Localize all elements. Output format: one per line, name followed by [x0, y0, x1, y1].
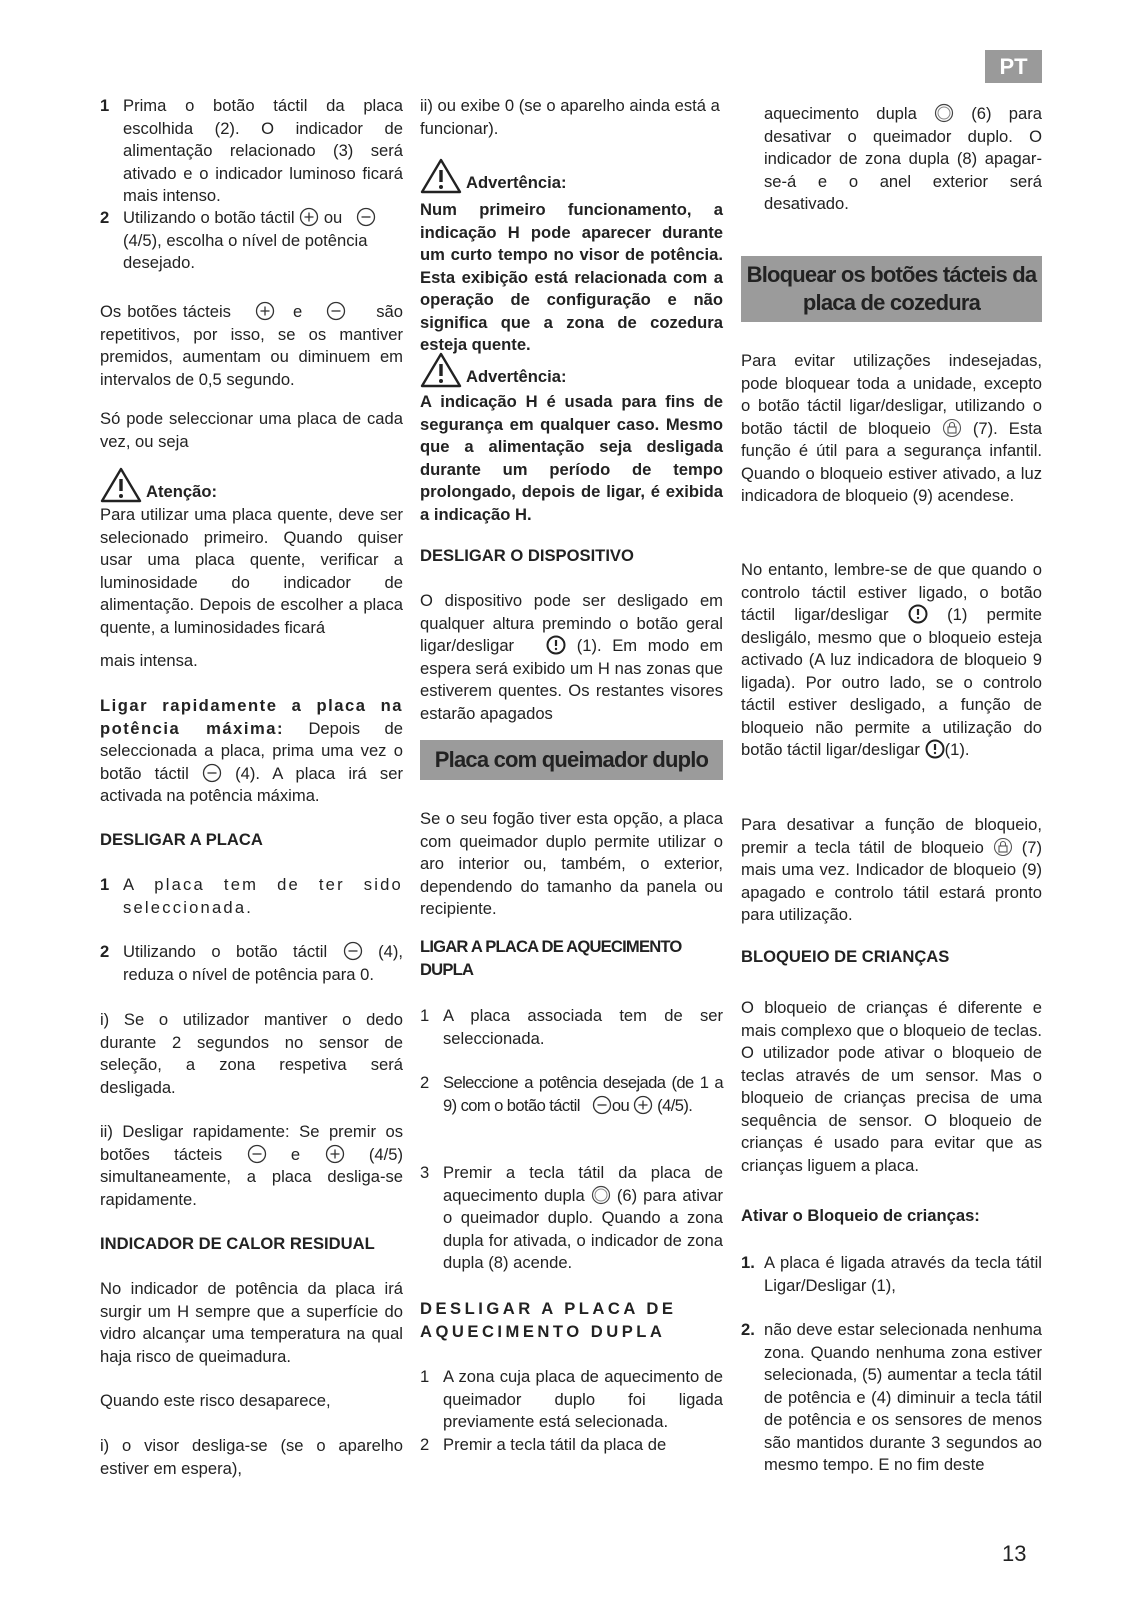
text-part: Depois de seleccionada a placa, prima uma vez o botão táctil — [100, 718, 403, 783]
minus-circle-icon — [247, 1144, 267, 1164]
quick-max-title: Ligar rapidamente a placa na potência máxima: — [100, 696, 403, 738]
minus-circle-icon — [343, 941, 363, 961]
child-lock-text: O bloqueio de crianças é diferente e mais complexo que o bloqueio de teclas. O utilizador pode ativar o bloqueio de teclas através de um sensor. Mas o bloqueio de crianças precisa de uma sequência de sensor. O bloqueio de crianças é usado para evitar que as crianças liguem a placa. — [741, 998, 1042, 1175]
heading-child-lock: BLOQUEIO DE CRIANÇAS — [741, 947, 950, 966]
text-part: (6) para desativar o queimador duplo. O indicador de zona dupla (8) apagar-se-á e o anel exterior será desativado. — [764, 104, 1042, 213]
risk-item-i: i) o visor desliga-se (se o aparelho estiver em espera), — [100, 1436, 403, 1478]
list-item — [100, 874, 403, 919]
lock-icon — [942, 418, 962, 438]
warning-heading — [420, 352, 723, 388]
list-text: Prima o botão táctil da placa escolhida (2). O indicador de alimentação relacionado (3) será ativado e o indicador luminoso ficará mais intenso. — [123, 96, 403, 205]
minus-circle-icon — [326, 301, 346, 321]
dual-off-continuation — [764, 103, 1042, 216]
warning-heading — [420, 158, 723, 194]
list-text: não deve estar selecionada nenhuma zona. Quando nenhuma zona estiver selecionada, (5) aumentar a tecla tátil de potência e (4) diminuir a tecla tátil de potência e os sensores de menos são mantidos durante 3 segundos ao mesmo tempo. E no fim deste — [764, 1320, 1042, 1474]
plus-circle-icon — [633, 1095, 653, 1115]
power-icon — [546, 635, 566, 655]
one-at-a-time-paragraph: Só pode seleccionar uma placa de cada vez, ou seja — [100, 409, 403, 451]
list-text — [123, 207, 403, 275]
list-text-part: ou — [611, 1095, 630, 1115]
heading-activate-child-lock: Ativar o Bloqueio de crianças: — [741, 1206, 980, 1225]
list-text-part: Utilizando o botão táctil — [123, 208, 295, 227]
risk-text: Quando este risco desaparece, — [100, 1391, 331, 1410]
text-part: (7) mais uma vez. Indicador de bloqueio (9) apagado e controlo tátil estará pronto para utilização. — [741, 837, 1042, 924]
plus-circle-icon — [325, 1144, 345, 1164]
list-text-part: (4/5). — [657, 1095, 693, 1115]
list-number: 1 — [100, 96, 110, 115]
heading-device-off: DESLIGAR O DISPOSITIVO — [420, 546, 634, 565]
text-part: ii) Desligar rapidamente: Se premir os botões tácteis — [100, 1122, 403, 1164]
section-heading-lock: Bloquear os botões tácteis da placa de cozedura — [741, 256, 1042, 322]
heading-turn-off-plate: DESLIGAR A PLACA — [100, 830, 263, 849]
list-item — [100, 941, 403, 986]
lock-note-paragraph — [741, 559, 1042, 762]
heading-residual-heat: INDICADOR DE CALOR RESIDUAL — [100, 1234, 375, 1253]
lock-icon — [993, 837, 1013, 857]
text-part: e — [290, 1144, 301, 1164]
lock-paragraph — [741, 350, 1042, 508]
list-item — [420, 1366, 723, 1434]
attention-heading — [100, 467, 403, 503]
list-text-part: (4/5), escolha o nível de potência desejado. — [123, 230, 368, 272]
text-part: (1). Em modo em espera será exibido um H nas zonas que estiverem quentes. Os restantes visores estarão apagados — [420, 636, 723, 723]
list-number: 2. — [741, 1320, 755, 1339]
list-item — [420, 1434, 723, 1457]
text-part: (4/5) simultaneamente, a placa desliga-se rapidamente. — [100, 1144, 403, 1209]
device-off-paragraph — [420, 590, 723, 725]
warning-title: Advertência: — [466, 172, 567, 192]
attention-text: Para utilizar uma placa quente, deve ser selecionado primeiro. Quando quiser usar uma placa quente, verificar a luminosidade do indicador de alimentação. Depois de escolher a placa quente, a luminosidades ficará — [100, 505, 403, 637]
text-part: Os botões tácteis — [100, 302, 231, 321]
attention-title: Atenção: — [146, 481, 217, 501]
text-part: aquecimento dupla — [764, 104, 917, 123]
page-number: 13 — [1002, 1541, 1027, 1566]
list-item — [100, 95, 403, 208]
list-text: A placa tem de ter sido seleccionada. — [123, 875, 403, 917]
list-number: 2 — [420, 1435, 430, 1454]
hold-sensor-paragraph: i) Se o utilizador mantiver o dedo durante 2 segundos no sensor de seleção, a zona respetiva será desligada. — [100, 1010, 403, 1097]
list-text: A zona cuja placa de aquecimento de queimador duplo foi ligada previamente está selecionada. — [443, 1367, 723, 1431]
list-number: 1 — [100, 875, 110, 894]
list-number: 1 — [420, 1006, 430, 1025]
power-icon — [925, 739, 945, 759]
plus-circle-icon — [299, 207, 319, 227]
list-text-part: (6) para ativar o queimador duplo. Quando a zona dupla for ativada, o indicador de zona dupla (8) acende. — [443, 1185, 723, 1272]
text-part: Para evitar utilizações indesejadas, pode bloquear toda a unidade, excepto o botão táctil ligar/desligar, utilizando o botão táctil de bloqueio — [741, 351, 1042, 438]
list-text-part: ou — [323, 208, 343, 227]
text-part: (7). Esta função é útil para a segurança infantil. Quando o bloqueio estiver ativado, a luz indicadora de bloqueio (9) acendese. — [741, 418, 1042, 505]
list-text-part: Premir a tecla tátil da placa de aquecimento dupla — [443, 1163, 723, 1205]
list-item — [420, 1162, 723, 1275]
list-text-part: Seleccione a potência desejada (de 1 a 9) com o botão táctil — [443, 1073, 723, 1115]
minus-circle-icon — [356, 207, 376, 227]
warning-triangle-icon — [100, 467, 142, 503]
dual-zone-icon — [934, 103, 954, 123]
dual-zone-icon — [591, 1185, 611, 1205]
warning-triangle-icon — [420, 158, 462, 194]
text-part: repetitivos, por isso, se os mantiver premidos, aumentam ou diminuem em intervalos de 0,5 segundo. — [100, 324, 403, 389]
power-icon — [908, 604, 928, 624]
list-number: 2 — [420, 1073, 430, 1092]
list-text — [443, 1162, 723, 1275]
text-part: (1) permite desligálo, mesmo que o bloqueio esteja activado (A luz indicadora de bloqueio 9 ligada). Por outro lado, se o controlo táctil estiver desligado, a função de bloqueio não permite a utilização do botão táctil ligar/desligar — [741, 605, 1042, 759]
list-number: 1. — [741, 1253, 755, 1272]
text-part: (4). A placa irá ser activada na potência máxima. — [100, 763, 403, 805]
list-number: 2 — [100, 942, 110, 961]
list-item — [100, 207, 403, 275]
text-part: No entanto, lembre-se de que quando o controlo táctil estiver ligado, o botão táctil ligar/desligar — [741, 560, 1042, 624]
unlock-paragraph — [741, 814, 1042, 927]
list-item — [741, 1319, 1042, 1477]
dual-burner-text: Se o seu fogão tiver esta opção, a placa com queimador duplo permite utilizar o aro interior ou, também, o exterior, dependendo do tamanho da panela ou recipiente. — [420, 809, 723, 918]
attention-tail: mais intensa. — [100, 651, 198, 670]
text-part: Para desativar a função de bloqueio, premir a tecla tátil de bloqueio — [741, 815, 1042, 857]
risk-item-ii: ii) ou exibe 0 (se o aparelho ainda está a funcionar). — [420, 96, 720, 138]
warning-text: A indicação H é usada para fins de segurança em qualquer caso. Mesmo que a alimentação seja desligada durante um período de tempo prolongado, depois de ligar, é exibida a indicação H. — [420, 392, 723, 524]
minus-circle-icon — [202, 763, 222, 783]
list-number: 2 — [100, 208, 110, 227]
warning-triangle-icon — [420, 352, 462, 388]
text-part: são — [376, 302, 403, 321]
section-heading-dual-burner: Placa com queimador duplo — [420, 740, 723, 780]
list-item — [420, 1005, 723, 1050]
heading-dual-on: LIGAR A PLACA DE AQUECIMENTO DUPLA — [420, 937, 682, 979]
list-text — [123, 941, 403, 986]
text-part: e — [292, 302, 303, 321]
plus-circle-icon — [255, 301, 275, 321]
list-item — [420, 1072, 723, 1117]
list-item — [741, 1252, 1042, 1297]
list-number: 3 — [420, 1163, 430, 1182]
list-text: A placa associada tem de ser seleccionada. — [443, 1006, 723, 1048]
list-number: 1 — [420, 1367, 430, 1386]
quick-max-paragraph — [100, 695, 403, 808]
quick-off-paragraph — [100, 1121, 403, 1211]
minus-circle-icon — [592, 1095, 612, 1115]
heading-dual-off: DESLIGAR A PLACA DE AQUECIMENTO DUPLA — [420, 1299, 677, 1341]
list-text: A placa é ligada através da tecla tátil Ligar/Desligar (1), — [764, 1253, 1042, 1295]
list-text-part: (4), reduza o nível de potência para 0. — [123, 942, 403, 984]
language-badge: PT — [985, 50, 1042, 83]
text-part: O dispositivo pode ser desligado em qualquer altura premindo o botão geral ligar/desligar — [420, 591, 723, 655]
residual-heat-text: No indicador de potência da placa irá surgir um H sempre que a superfície do vidro alcançar uma temperatura na qual haja risco de queimadura. — [100, 1279, 403, 1366]
warning-text: Num primeiro funcionamento, a indicação H pode aparecer durante um curto tempo no visor de potência. Esta exibição está relacionada com a operação de configuração e não significa que a zona de cozedura esteja quente. — [420, 200, 723, 354]
repeat-paragraph — [100, 301, 403, 391]
text-part: (1). — [944, 740, 970, 759]
list-text — [443, 1072, 723, 1117]
warning-title: Advertência: — [466, 366, 567, 386]
list-text-part: Utilizando o botão táctil — [123, 942, 328, 961]
list-text: Premir a tecla tátil da placa de — [443, 1435, 667, 1454]
